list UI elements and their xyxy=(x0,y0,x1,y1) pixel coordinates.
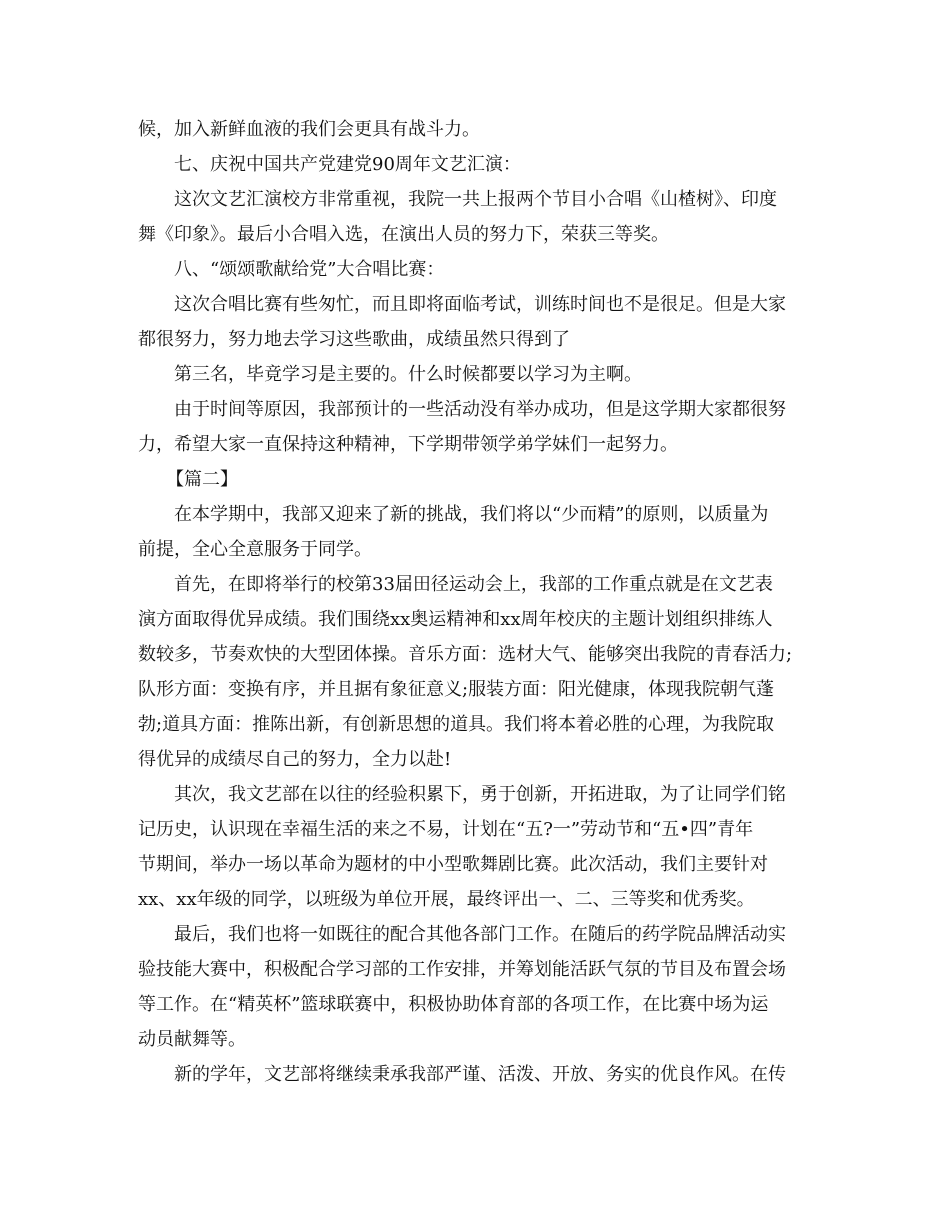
section-heading: 七、庆祝中国共产党建党90周年文艺汇演： xyxy=(174,154,521,175)
text-line: 验技能大赛中，积极配合学习部的工作安排，并筹划能活跃气氛的节目及布置会场 xyxy=(138,959,786,980)
text-line: 最后，我们也将一如既往的配合其他各部门工作。在随后的药学院品牌活动实 xyxy=(174,924,786,945)
text-line: 前提，全心全意服务于同学。 xyxy=(138,539,372,560)
text-line: 勃;道具方面：推陈出新，有创新思想的道具。我们将本着必胜的心理，为我院取 xyxy=(138,714,775,735)
text-line: 新的学年，文艺部将继续秉承我部严谨、活泼、开放、务实的优良作风。在传 xyxy=(174,1064,786,1085)
text-line: 其次，我文艺部在以往的经验积累下，勇于创新，开拓进取，为了让同学们铭 xyxy=(174,784,786,805)
text-line: 第三名，毕竟学习是主要的。什么时候都要以学习为主啊。 xyxy=(174,364,642,385)
text-line: 候，加入新鲜血液的我们会更具有战斗力。 xyxy=(138,119,480,140)
text-line: xx、xx年级的同学，以班级为单位开展，最终评出一、二、三等奖和优秀奖。 xyxy=(138,889,755,910)
text-line: 演方面取得优异成绩。我们围绕xx奥运精神和xx周年校庆的主题计划组织排练人 xyxy=(138,609,773,630)
section-heading: 八、“颂颂歌献给党”大合唱比赛： xyxy=(174,259,445,280)
text-line: 力，希望大家一直保持这种精神，下学期带领学弟学妹们一起努力。 xyxy=(138,434,678,455)
text-line: 这次合唱比赛有些匆忙，而且即将面临考试，训练时间也不是很足。但是大家 xyxy=(174,294,786,315)
text-line: 都很努力，努力地去学习这些歌曲，成绩虽然只得到了 xyxy=(138,329,570,350)
text-line: 动员献舞等。 xyxy=(138,1029,246,1050)
text-line: 这次文艺汇演校方非常重视，我院一共上报两个节目小合唱《山楂树》、印度 xyxy=(174,189,777,210)
text-line: 记历史，认识现在幸福生活的来之不易，计划在“五?一”劳动节和“五•四”青年 xyxy=(138,819,754,840)
text-line: 得优异的成绩尽自己的努力，全力以赴! xyxy=(138,749,452,770)
text-line: 等工作。在“精英杯”篮球联赛中，积极协助体育部的各项工作，在比赛中场为运 xyxy=(138,994,769,1015)
text-line: 在本学期中，我部又迎来了新的挑战，我们将以“少而精”的原则，以质量为 xyxy=(174,504,769,525)
text-line: 节期间，举办一场以革命为题材的中小型歌舞剧比赛。此次活动，我们主要针对 xyxy=(138,854,768,875)
text-line: 舞《印象》。最后小合唱入选，在演出人员的努力下，荣获三等奖。 xyxy=(138,224,669,245)
part-heading: 【篇二】 xyxy=(166,469,238,490)
text-line: 队形方面：变换有序，并且据有象征意义;服装方面：阳光健康，体现我院朝气蓬 xyxy=(138,679,775,700)
document-body xyxy=(138,112,818,1092)
text-line: 首先，在即将举行的校第33届田径运动会上，我部的工作重点就是在文艺表 xyxy=(174,574,773,595)
text-line: 数较多，节奏欢快的大型团体操。音乐方面：选材大气、能够突出我院的青春活力; xyxy=(138,644,793,665)
text-line: 由于时间等原因，我部预计的一些活动没有举办成功，但是这学期大家都很努 xyxy=(174,399,786,420)
